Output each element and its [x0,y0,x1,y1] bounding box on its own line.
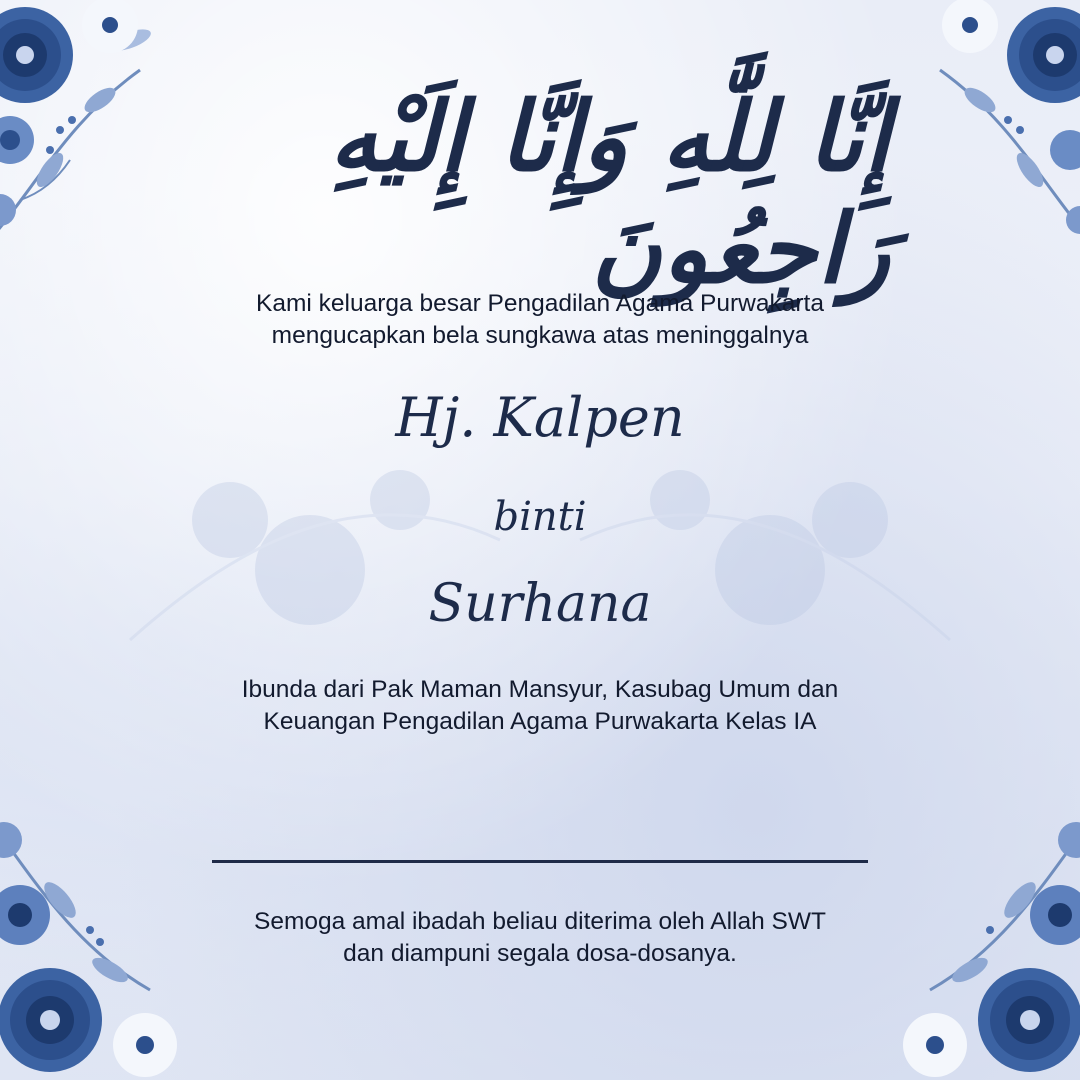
relation-word: binti [493,494,587,540]
relation-line-1: Ibunda dari Pak Maman Mansyur, Kasubag Umum dan [241,676,839,703]
relation-line-2: Keuangan Pengadilan Agama Purwakarta Kelas IA [263,708,817,735]
prayer-line-1: Semoga amal ibadah beliau diterima oleh Allah SWT [254,908,826,935]
prayer-text [0,906,1080,970]
divider-line [212,860,868,863]
arabic-calligraphy-heading: إِنَّا لِلَّٰهِ وَإِنَّا إِلَيْهِ رَاجِعُونَ [329,81,890,305]
parent-name: Surhana [428,574,652,634]
prayer-line-2: dan diampuni segala dosa-dosanya. [343,940,737,967]
deceased-name: Hj. Kalpen [395,386,685,449]
intro-text [0,288,1080,352]
relation-text [0,674,1080,738]
intro-line-2: mengucapkan bela sungkawa atas meninggalnya [271,322,809,349]
intro-line-1: Kami keluarga besar Pengadilan Agama Purwakarta [256,290,824,317]
